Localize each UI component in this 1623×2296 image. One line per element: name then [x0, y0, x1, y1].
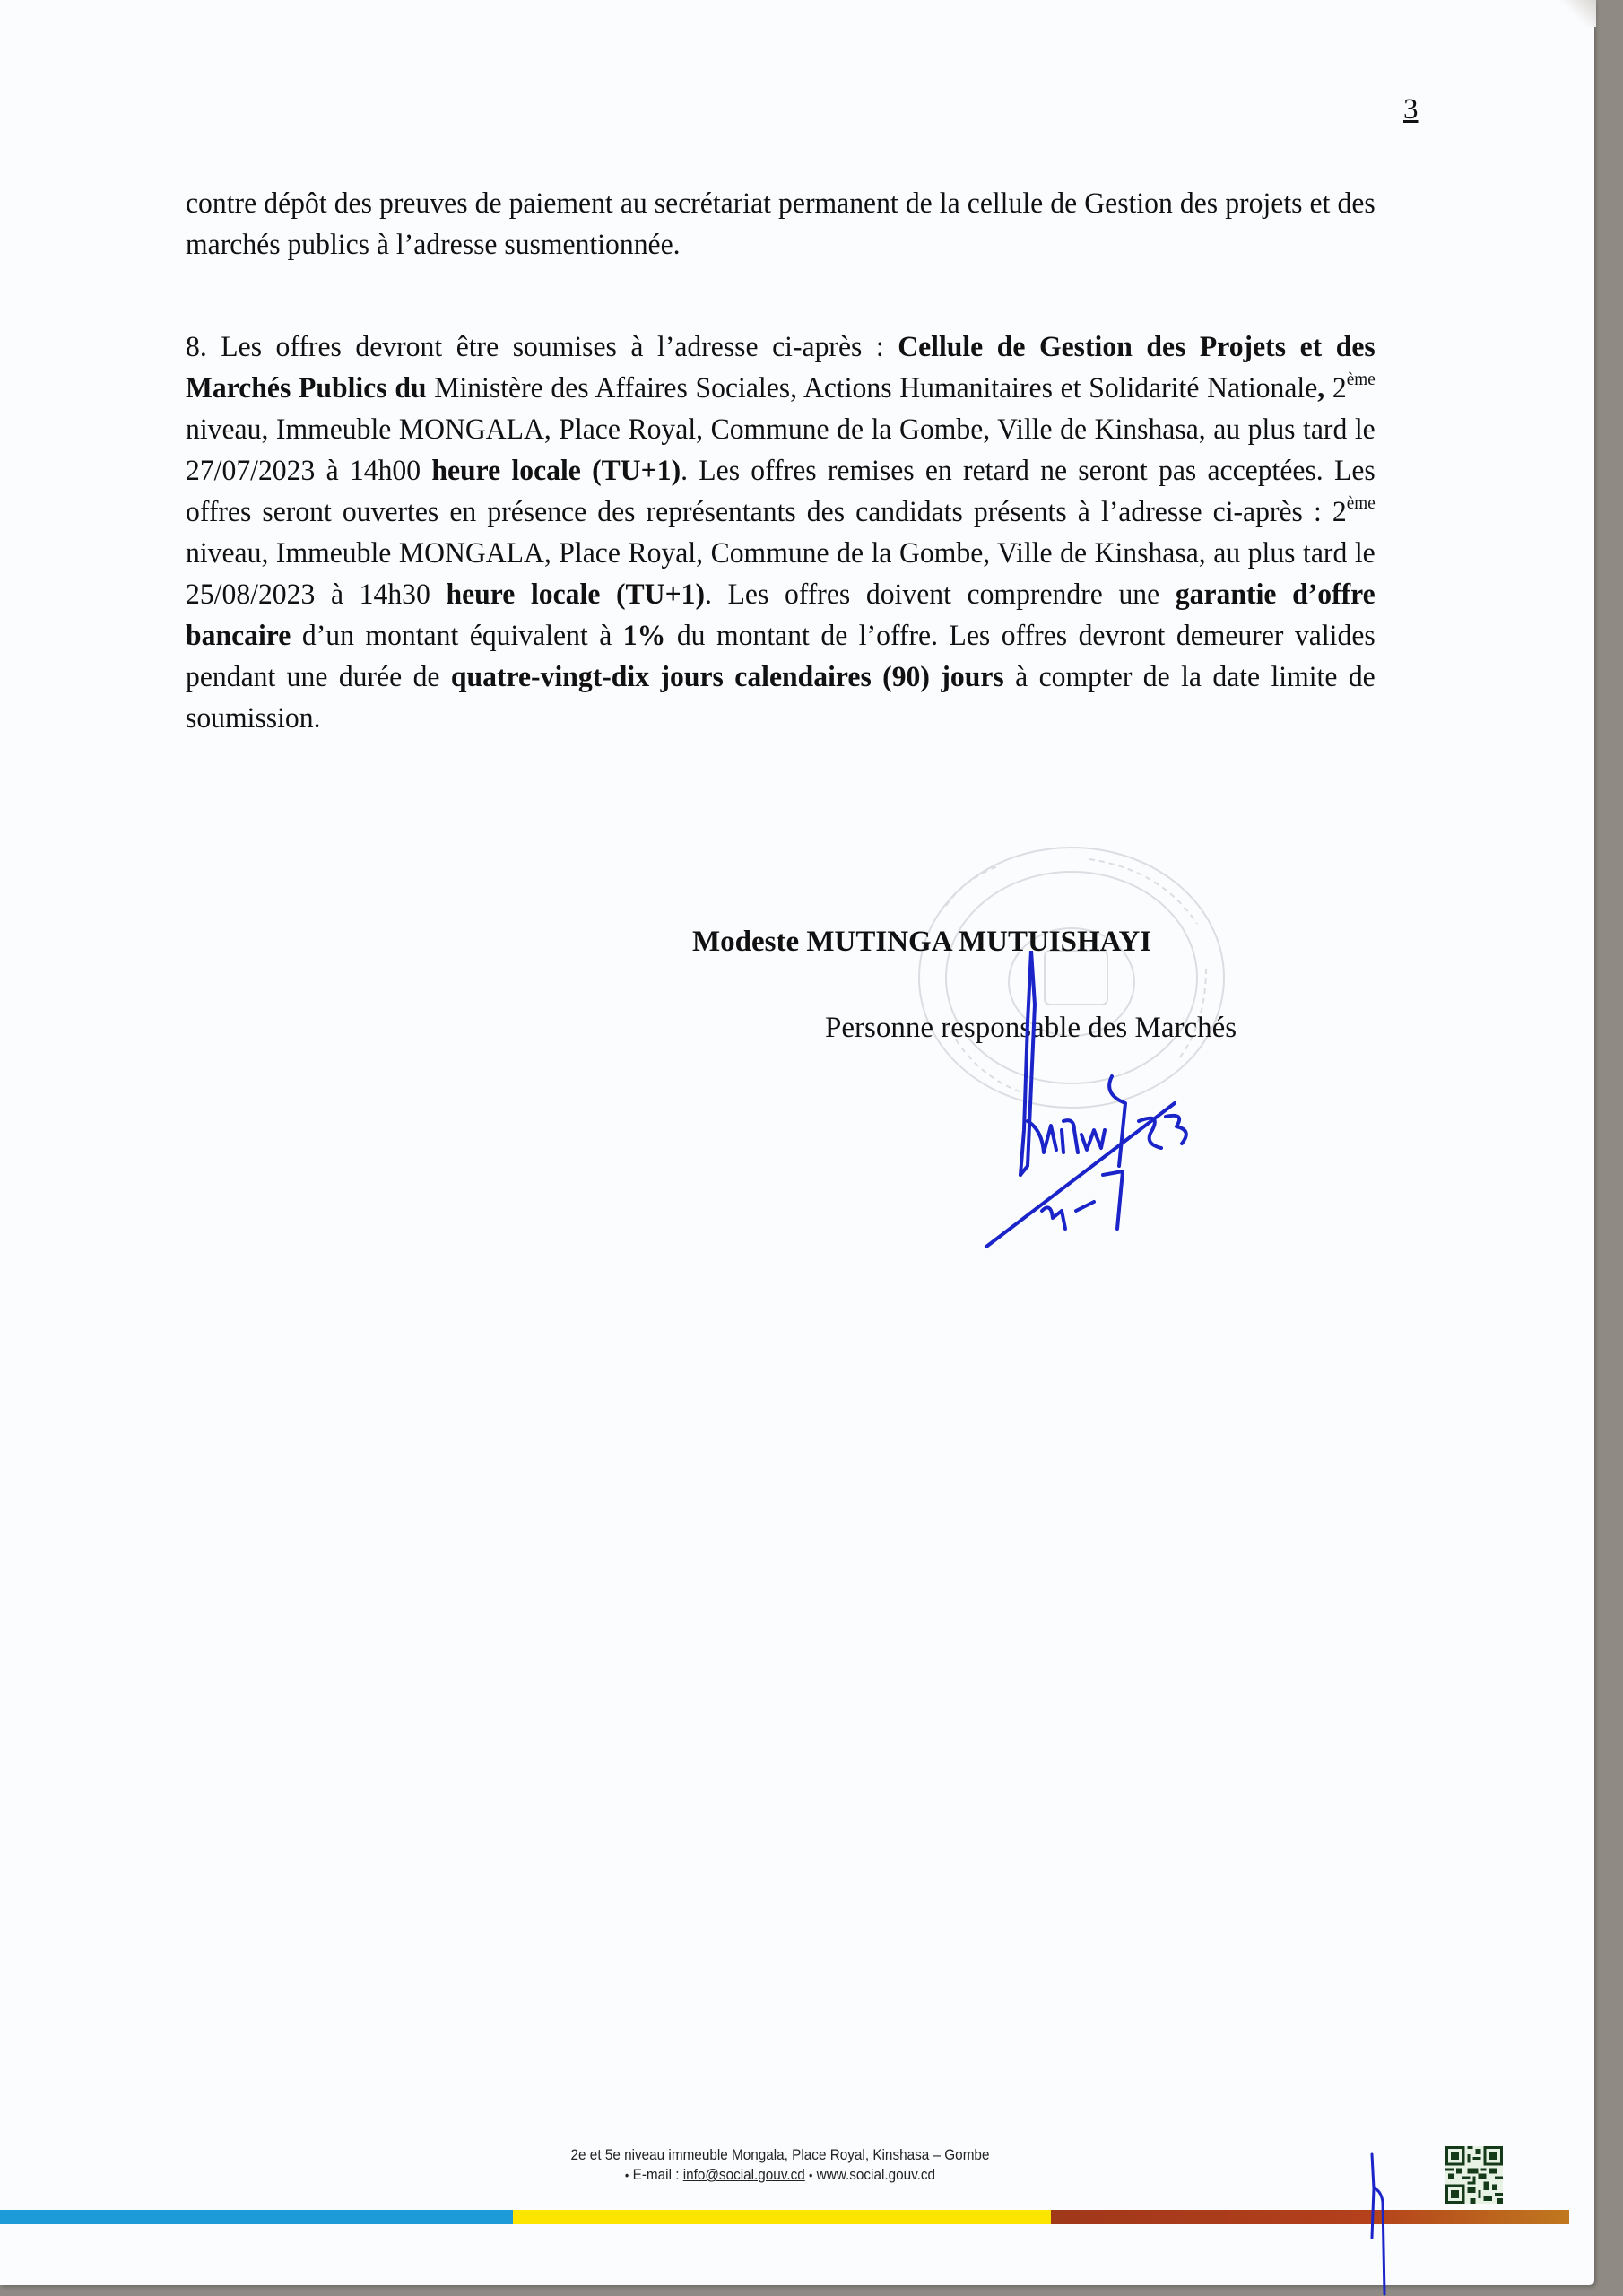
p8-comma: , — [1317, 372, 1325, 404]
p8-closing-text: à compter de la date limite de soumission. — [186, 661, 1376, 735]
p8-time-bold-2: heure locale (TU+1) — [446, 578, 706, 611]
p8-level-sup-2: ème — [1346, 493, 1376, 513]
footer-stripe-yellow — [513, 2210, 1051, 2224]
footer-website: www.social.gouv.cd — [816, 2166, 936, 2183]
p8-address-2: niveau, Immeuble MONGALA, Place Royal, Commune de la Gombe, Ville de Kinshasa, au plus tard le 25/08/2023 à 14h30 — [186, 537, 1376, 611]
p8-amount-text: d’un montant équivalent à — [291, 620, 623, 652]
footer-email-label: E-mail : — [632, 2166, 683, 2183]
footer-address-block — [530, 2145, 1030, 2185]
paragraph-payment-proof: contre dépôt des preuves de paiement au secrétariat permanent de la cellule de Gestion des projets et des marchés publics à l’adresse susmentionnée. — [186, 187, 1376, 261]
p8-guarantee-bold: garantie d’offre bancaire — [186, 578, 1376, 652]
p8-level-sup: ème — [1346, 370, 1376, 389]
p8-bold-entity: Cellule de Gestion des Projets et des Marchés Publics du — [186, 331, 1376, 404]
p8-address-1: niveau, Immeuble MONGALA, Place Royal, Commune de la Gombe, Ville de Kinshasa, au plus tard le 27/07/2023 à 14h00 — [186, 413, 1376, 487]
p8-validity-text: du montant de l’offre. Les offres devront demeurer valides pendant une durée de — [186, 620, 1376, 693]
p8-time-bold-1: heure locale (TU+1) — [431, 455, 681, 487]
footer-contact-line — [530, 2165, 1030, 2185]
footer-stripe-blue — [0, 2210, 513, 2224]
bullet-icon: • — [809, 2168, 813, 2182]
signer-title: Personne responsable des Marchés — [825, 1012, 1237, 1044]
p8-guarantee-intro: . Les offres doivent comprendre une — [705, 578, 1176, 611]
p8-ministry: Ministère des Affaires Sociales, Actions Humanitaires et Solidarité Nationale — [426, 372, 1318, 404]
page-number: 3 — [1403, 93, 1419, 126]
signer-name: Modeste MUTINGA MUTUISHAYI — [692, 926, 1152, 958]
qr-code-icon — [1445, 2146, 1503, 2204]
p8-intro: 8. Les offres devront être soumises à l’adresse ci-après : — [186, 331, 898, 363]
p8-duration-bold: quatre-vingt-dix jours calendaires (90) jours — [450, 661, 1004, 693]
footer-stripe-brown — [1051, 2210, 1569, 2224]
p8-percent-bold: 1% — [622, 620, 666, 652]
paragraph-8-submission — [186, 326, 1376, 739]
footer-address: 2e et 5e niveau immeuble Mongala, Place Royal, Kinshasa – Gombe — [570, 2146, 990, 2163]
p8-late-text: . Les offres remises en retard ne seront pas acceptées. Les offres seront ouvertes en présence des représentants des candidats présents à l’adresse ci-après : 2 — [186, 455, 1376, 528]
pen-stroke-mark-icon — [1363, 2152, 1399, 2296]
footer-email-link[interactable]: info@social.gouv.cd — [682, 2166, 805, 2183]
bullet-icon: • — [624, 2168, 629, 2182]
p8-level-num: 2 — [1324, 372, 1347, 404]
page-corner-fold — [1560, 0, 1596, 27]
embossed-seal-icon — [910, 843, 1233, 1112]
